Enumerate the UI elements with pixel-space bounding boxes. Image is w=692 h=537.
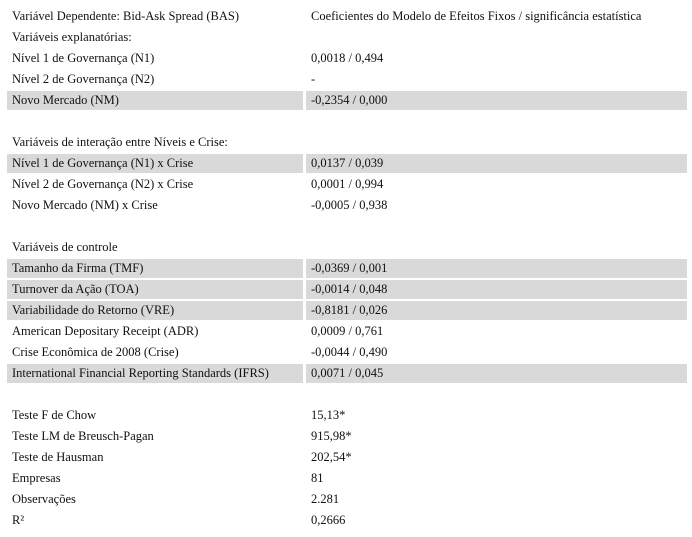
table-row <box>7 111 687 132</box>
row-value: 202,54* <box>311 450 352 464</box>
row-value: 0,0001 / 0,994 <box>311 177 384 191</box>
table-row <box>7 363 687 384</box>
row-value: 0,2666 <box>311 513 346 527</box>
row-label: R² <box>12 513 25 527</box>
row-label: Nível 1 de Governança (N1) x Crise <box>7 154 303 173</box>
row-label: Nível 1 de Governança (N1) <box>12 51 155 65</box>
table-row <box>7 153 687 174</box>
table-row <box>7 48 687 69</box>
table-body <box>7 27 687 531</box>
table-row <box>7 447 687 468</box>
row-label: Crise Econômica de 2008 (Crise) <box>12 345 179 359</box>
table-row <box>7 279 687 300</box>
row-value: -0,2354 / 0,000 <box>306 91 687 110</box>
row-value: 0,0009 / 0,761 <box>311 324 384 338</box>
row-label: Nível 2 de Governança (N2) x Crise <box>12 177 194 191</box>
row-value <box>306 133 687 152</box>
row-label: Nível 2 de Governança (N2) <box>12 72 155 86</box>
regression-table <box>7 6 687 531</box>
row-value <box>306 385 687 404</box>
table-row <box>7 342 687 363</box>
table-row <box>7 132 687 153</box>
table-row <box>7 216 687 237</box>
row-label: International Financial Reporting Standards (IFRS) <box>7 364 303 383</box>
row-value: 915,98* <box>311 429 352 443</box>
row-label: Tamanho da Firma (TMF) <box>7 259 303 278</box>
row-value: 81 <box>311 471 324 485</box>
row-value: -0,0005 / 0,938 <box>311 198 388 212</box>
row-label: Empresas <box>12 471 61 485</box>
row-value <box>306 238 687 257</box>
row-label <box>7 385 303 404</box>
row-value: -0,8181 / 0,026 <box>306 301 687 320</box>
row-label: Variáveis de controle <box>12 240 118 254</box>
row-value: 0,0071 / 0,045 <box>306 364 687 383</box>
row-label: Novo Mercado (NM) <box>7 91 303 110</box>
row-label: American Depositary Receipt (ADR) <box>12 324 199 338</box>
row-label: Observações <box>12 492 76 506</box>
row-label: Teste de Hausman <box>12 450 104 464</box>
row-value: 15,13* <box>311 408 346 422</box>
row-label: Variáveis de interação entre Níveis e Crise: <box>12 135 228 149</box>
row-value: 0,0018 / 0,494 <box>311 51 384 65</box>
table-row <box>7 384 687 405</box>
row-value: - <box>311 72 316 86</box>
table-row <box>7 237 687 258</box>
header-coefficients: Coeficientes do Modelo de Efeitos Fixos / significância estatística <box>311 9 642 23</box>
row-value: -0,0369 / 0,001 <box>306 259 687 278</box>
table-row <box>7 69 687 90</box>
table-row <box>7 195 687 216</box>
table-row <box>7 426 687 447</box>
table-row <box>7 90 687 111</box>
table-row <box>7 300 687 321</box>
row-label: Variáveis explanatórias: <box>12 30 132 44</box>
row-value <box>306 28 687 47</box>
row-label <box>7 112 303 131</box>
header-dependent-variable: Variável Dependente: Bid-Ask Spread (BAS) <box>12 9 240 23</box>
row-label: Teste F de Chow <box>12 408 97 422</box>
row-value: 0,0137 / 0,039 <box>306 154 687 173</box>
table-row <box>7 174 687 195</box>
row-label: Novo Mercado (NM) x Crise <box>12 198 158 212</box>
row-label: Teste LM de Breusch-Pagan <box>12 429 154 443</box>
row-value <box>306 112 687 131</box>
row-label: Variabilidade do Retorno (VRE) <box>7 301 303 320</box>
table-row <box>7 489 687 510</box>
table-row <box>7 510 687 531</box>
row-value <box>306 217 687 236</box>
row-value: 2.281 <box>311 492 340 506</box>
row-label: Turnover da Ação (TOA) <box>7 280 303 299</box>
table-row <box>7 468 687 489</box>
row-label <box>7 217 303 236</box>
table-header-row <box>7 6 687 27</box>
table-row <box>7 27 687 48</box>
row-value: -0,0044 / 0,490 <box>311 345 388 359</box>
table-row <box>7 405 687 426</box>
table-row <box>7 258 687 279</box>
table-row <box>7 321 687 342</box>
row-value: -0,0014 / 0,048 <box>306 280 687 299</box>
